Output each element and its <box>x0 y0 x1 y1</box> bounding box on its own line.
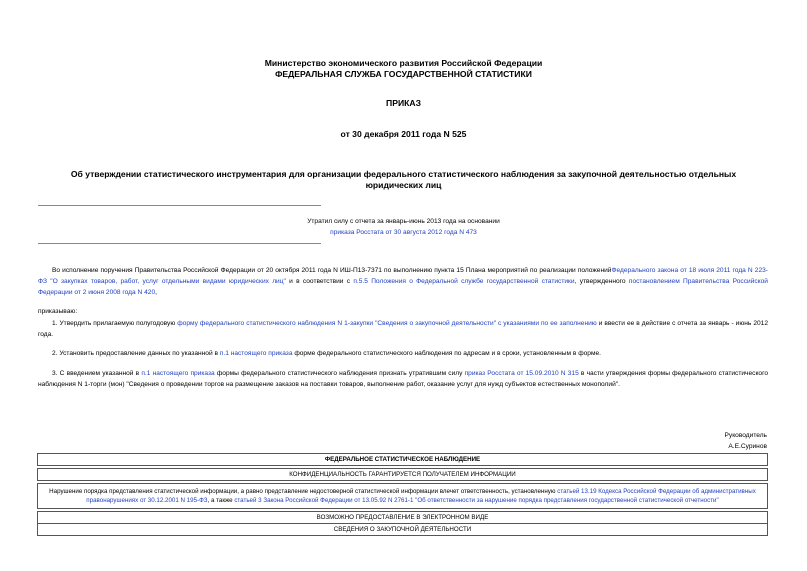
law-2761-1-link[interactable]: статьей 3 Закона Российской Федерации от 13.05.92 N 2761-1 "Об ответственности за нарушение порядка представления государственной статистической отчетности" <box>234 497 719 504</box>
item-3-text-1: 3. С введением указанной в <box>52 370 142 377</box>
table-row <box>38 454 768 466</box>
intro-text-2: и в соответствии с <box>285 278 354 285</box>
order-word: приказываю: <box>38 308 78 315</box>
order-subject: Об утверждении статистического инструментария для организации федерального статистического наблюдения за закупочной деятельностью отдельных юридических лиц <box>70 169 737 190</box>
item-2-text-1: 2. Установить предоставление данных по указанной в <box>52 350 220 357</box>
void-note-text: Утратил силу с отчета за январь-июнь 2013 года на основании <box>307 218 500 225</box>
intro-paragraph <box>38 265 768 298</box>
federal-observation-cell: ФЕДЕРАЛЬНОЕ СТАТИСТИЧЕСКОЕ НАБЛЮДЕНИЕ <box>38 454 768 466</box>
divider-top <box>38 205 321 206</box>
regulation-clause-link[interactable]: п.5.5 Положения о Федеральной службе государственной статистики <box>353 278 575 285</box>
form-header-table <box>37 453 768 536</box>
ministry-header <box>0 58 807 80</box>
liability-text-1: Нарушение порядка представления статистической информации, а равно представление недостоверной статистической информации влечет ответственность, установленную <box>49 488 558 495</box>
liability-text-2: , а также <box>207 497 235 504</box>
electronic-submission-cell: ВОЗМОЖНО ПРЕДОСТАВЛЕНИЕ В ЭЛЕКТРОННОМ ВИДЕ <box>38 512 768 524</box>
item-3-paragraph <box>38 368 768 390</box>
intro-text-4: , <box>155 289 157 296</box>
item-1-paragraph <box>38 318 768 340</box>
order-title: ПРИКАЗ <box>386 98 421 108</box>
intro-text-3: , утвержденного <box>574 278 629 285</box>
government-decree-link[interactable]: постановлением Правительства Российской Федерации от 2 июня 2008 года N 420 <box>38 278 768 296</box>
ministry-name: Министерство экономического развития Российской Федерации <box>264 58 543 68</box>
form-1-zakupki-link[interactable]: форму федерального статистического наблюдения N 1-закупки "Сведения о закупочной деятельности" с указаниями по ее заполнению <box>177 320 597 327</box>
item-3-text-3: в части утверждения формы федерального статистического наблюдения N 1-торги (мон) "Сведения о проведении торгов на размещение заказов на поставки товаров, выполнение работ, оказание услуг для нужд субъектов естественных монополий". <box>38 370 769 388</box>
table-row <box>38 524 768 536</box>
divider-bottom <box>38 243 321 244</box>
service-name: ФЕДЕРАЛЬНАЯ СЛУЖБА ГОСУДАРСТВЕННОЙ СТАТИСТИКИ <box>275 69 532 79</box>
confidentiality-cell: КОНФИДЕНЦИАЛЬНОСТЬ ГАРАНТИРУЕТСЯ ПОЛУЧАТЕЛЕМ ИНФОРМАЦИИ <box>38 469 768 481</box>
intro-text-1: Во исполнение поручения Правительства Российской Федерации от 20 октября 2011 года N ИШ-П13-7371 по выполнению пункта 15 Плана мероприятий по реализации положений <box>52 267 612 274</box>
signer-position: Руководитель <box>724 432 767 439</box>
liability-notice-cell <box>38 484 768 509</box>
item-2-clause-link[interactable]: п.1 настоящего приказа <box>219 350 293 357</box>
item-3-clause-link[interactable]: п.1 настоящего приказа <box>141 370 215 377</box>
admin-code-article-link[interactable]: статьей 13.19 Кодекса Российской Федерации об административных правонарушениях от 30.12.2001 N 195-ФЗ <box>86 488 756 504</box>
item-1-text-2: и ввести ее в действие с отчета за январь - июнь 2012 года. <box>38 320 768 338</box>
void-note <box>0 216 807 238</box>
federal-law-223-link[interactable]: Федерального закона от 18 июля 2011 года N 223-ФЗ "О закупках товаров, работ, услуг отдельными видами юридических лиц" <box>38 267 768 285</box>
procurement-info-cell: СВЕДЕНИЯ О ЗАКУПОЧНОЙ ДЕЯТЕЛЬНОСТИ <box>38 524 768 536</box>
item-3-text-2: формы федерального статистического наблюдения признать утратившим силу <box>214 370 465 377</box>
rosstat-order-315-link[interactable]: приказ Росстата от 15.09.2010 N 315 <box>464 370 579 377</box>
signer-block <box>725 430 767 452</box>
table-row <box>38 512 768 524</box>
void-order-link[interactable]: приказа Росстата от 30 августа 2012 года N 473 <box>330 229 477 236</box>
table-row <box>38 484 768 509</box>
item-2-paragraph <box>38 348 768 359</box>
order-date: от 30 декабря 2011 года N 525 <box>340 129 467 139</box>
item-2-text-2: форме федерального статистического наблюдения по адресам и в сроки, установленным в форме. <box>292 350 601 357</box>
table-row <box>38 469 768 481</box>
item-1-text-1: 1. Утвердить прилагаемую полугодовую <box>52 320 178 327</box>
signer-name: А.Е.Суринов <box>728 443 767 450</box>
